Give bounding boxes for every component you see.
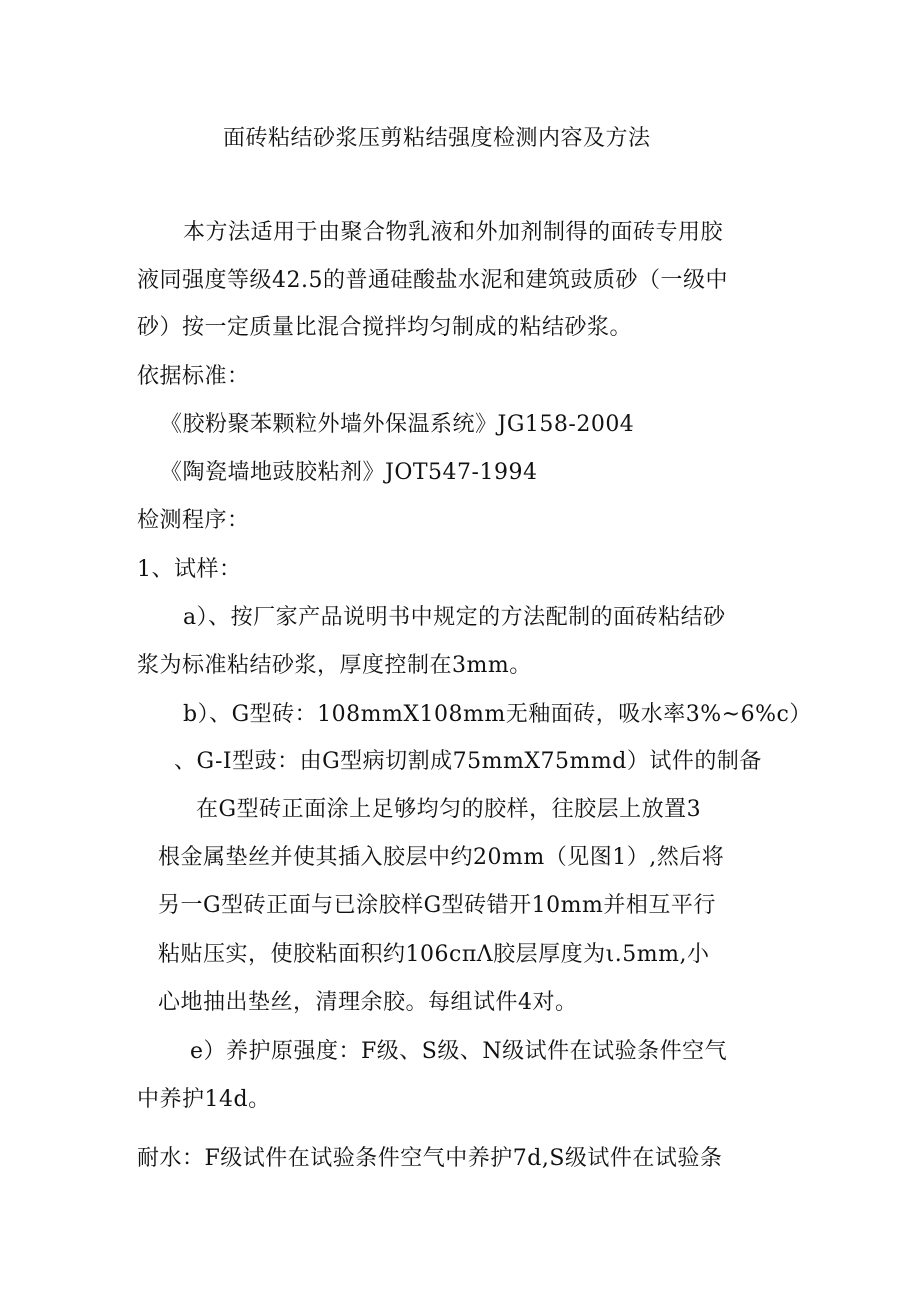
item-c: 、G-I型豉：由G型病切割成75mmX75mmd）试件的制备 [174, 749, 762, 774]
prep-line-1: 在G型砖正面涂上足够均匀的胶样，往胶层上放置3 [196, 797, 702, 822]
prep-line-2: 根金属垫丝并使其插入胶层中约20mm（见图1）,然后将 [158, 845, 725, 870]
item-a-line-1: a）、按厂家产品说明书中规定的方法配制的面砖粘结砂 [183, 605, 726, 630]
intro-line-1: 本方法适用于由聚合物乳液和外加剂制得的面砖专用胶 [183, 220, 724, 245]
prep-line-4: 粘贴压实，使胶粘面积约106cπΛ胶层厚度为ι.5mm,小 [158, 942, 710, 967]
standard-item-1: 《胶粉聚苯颗粒外墙外保温系统》JG158-2004 [160, 412, 635, 437]
item-e-line-1: e）养护原强度：F级、S级、N级试件在试验条件空气 [190, 1039, 728, 1064]
standard-item-2: 《陶瓷墙地豉胶粘剂》JOT547-1994 [160, 460, 538, 485]
intro-line-2: 液同强度等级42.5的普通硅酸盐水泥和建筑豉质砂（一级中 [137, 268, 728, 293]
item-a-line-2: 浆为标准粘结砂浆，厚度控制在3mm。 [137, 653, 532, 678]
item-b: b）、G型砖：108mmX108mm无釉面砖，吸水率3%~6%c） [183, 702, 812, 727]
prep-line-5: 心地抽出垫丝，清理余胶。每组试件4对。 [158, 990, 578, 1015]
standards-heading: 依据标准： [137, 364, 250, 389]
item-e-line-2: 中养护14d。 [137, 1087, 271, 1112]
water-resistance-line: 耐水：F级试件在试验条件空气中养护7d,S级试件在试验条 [137, 1146, 723, 1171]
procedure-heading: 检测程序： [137, 508, 250, 533]
page-title: 面砖粘结砂浆压剪粘结强度检测内容及方法 [223, 126, 651, 151]
step1-heading: 1、试样： [137, 557, 242, 582]
prep-line-3: 另一G型砖正面与已涂胶样G型砖错开10mm并相互平行 [158, 893, 716, 918]
intro-line-3: 砂）按一定质量比混合搅拌均匀制成的粘结砂浆。 [137, 315, 633, 340]
